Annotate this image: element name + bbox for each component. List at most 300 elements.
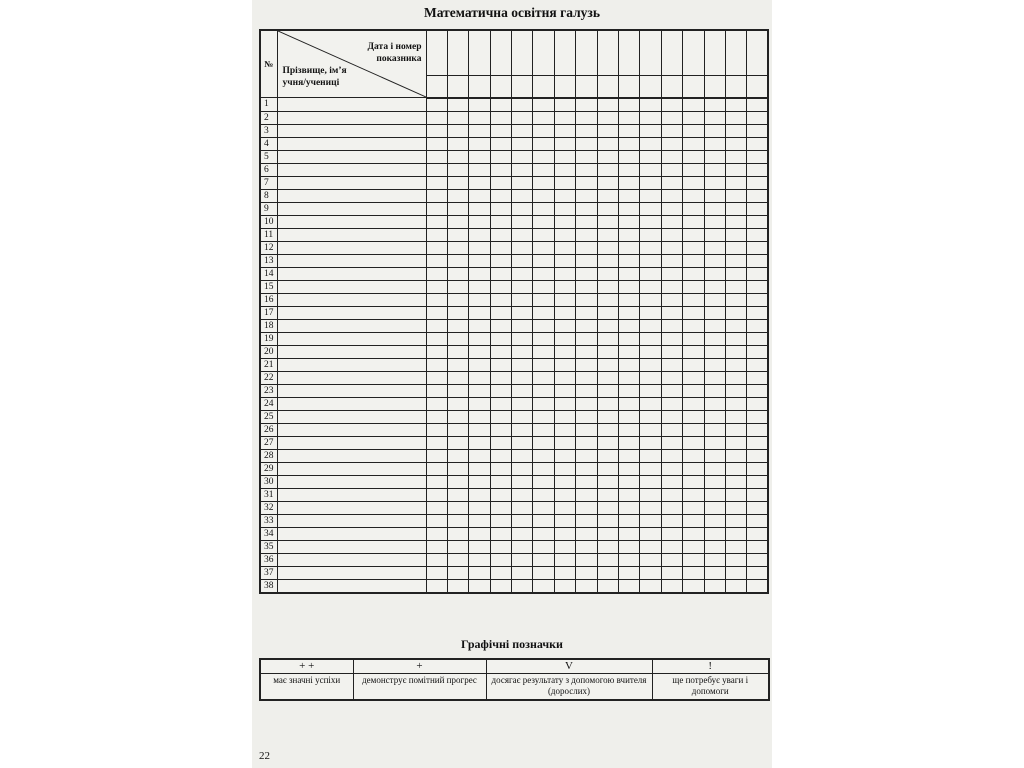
mark-cell[interactable]: [426, 514, 447, 527]
mark-cell[interactable]: [533, 566, 554, 579]
mark-cell[interactable]: [447, 540, 468, 553]
mark-cell[interactable]: [725, 267, 746, 280]
mark-cell[interactable]: [725, 176, 746, 189]
mark-cell[interactable]: [661, 397, 682, 410]
mark-cell[interactable]: [725, 488, 746, 501]
pupil-name-cell[interactable]: [277, 280, 426, 293]
mark-cell[interactable]: [469, 202, 490, 215]
mark-cell[interactable]: [554, 111, 575, 124]
mark-cell[interactable]: [683, 501, 704, 514]
mark-cell[interactable]: [640, 254, 661, 267]
mark-cell[interactable]: [469, 579, 490, 593]
mark-cell[interactable]: [661, 228, 682, 241]
mark-cell[interactable]: [576, 540, 597, 553]
mark-cell[interactable]: [619, 267, 640, 280]
mark-cell[interactable]: [747, 540, 768, 553]
mark-cell[interactable]: [554, 150, 575, 163]
mark-cell[interactable]: [490, 267, 511, 280]
mark-cell[interactable]: [597, 228, 618, 241]
date-header-cell[interactable]: [512, 30, 533, 76]
mark-cell[interactable]: [619, 553, 640, 566]
mark-cell[interactable]: [640, 514, 661, 527]
mark-cell[interactable]: [426, 176, 447, 189]
mark-cell[interactable]: [683, 423, 704, 436]
mark-cell[interactable]: [683, 176, 704, 189]
mark-cell[interactable]: [725, 306, 746, 319]
mark-cell[interactable]: [725, 319, 746, 332]
mark-cell[interactable]: [747, 137, 768, 150]
mark-cell[interactable]: [533, 358, 554, 371]
mark-cell[interactable]: [661, 514, 682, 527]
mark-cell[interactable]: [640, 501, 661, 514]
mark-cell[interactable]: [683, 371, 704, 384]
mark-cell[interactable]: [597, 280, 618, 293]
mark-cell[interactable]: [533, 280, 554, 293]
mark-cell[interactable]: [704, 306, 725, 319]
mark-cell[interactable]: [747, 267, 768, 280]
mark-cell[interactable]: [704, 163, 725, 176]
mark-cell[interactable]: [725, 397, 746, 410]
mark-cell[interactable]: [661, 293, 682, 306]
mark-cell[interactable]: [619, 332, 640, 345]
mark-cell[interactable]: [619, 163, 640, 176]
mark-cell[interactable]: [747, 176, 768, 189]
mark-cell[interactable]: [747, 410, 768, 423]
mark-cell[interactable]: [661, 423, 682, 436]
mark-cell[interactable]: [619, 384, 640, 397]
mark-cell[interactable]: [576, 553, 597, 566]
mark-cell[interactable]: [661, 579, 682, 593]
mark-cell[interactable]: [597, 579, 618, 593]
mark-cell[interactable]: [640, 449, 661, 462]
mark-cell[interactable]: [640, 345, 661, 358]
mark-cell[interactable]: [469, 332, 490, 345]
mark-cell[interactable]: [747, 254, 768, 267]
mark-cell[interactable]: [490, 137, 511, 150]
mark-cell[interactable]: [533, 163, 554, 176]
mark-cell[interactable]: [725, 98, 746, 112]
mark-cell[interactable]: [704, 371, 725, 384]
mark-cell[interactable]: [704, 462, 725, 475]
mark-cell[interactable]: [725, 410, 746, 423]
mark-cell[interactable]: [747, 241, 768, 254]
mark-cell[interactable]: [597, 150, 618, 163]
mark-cell[interactable]: [747, 228, 768, 241]
mark-cell[interactable]: [426, 475, 447, 488]
mark-cell[interactable]: [554, 228, 575, 241]
indicator-header-cell[interactable]: [469, 76, 490, 98]
mark-cell[interactable]: [469, 189, 490, 202]
mark-cell[interactable]: [661, 410, 682, 423]
mark-cell[interactable]: [640, 280, 661, 293]
pupil-name-cell[interactable]: [277, 384, 426, 397]
mark-cell[interactable]: [512, 384, 533, 397]
mark-cell[interactable]: [661, 267, 682, 280]
pupil-name-cell[interactable]: [277, 436, 426, 449]
mark-cell[interactable]: [704, 501, 725, 514]
mark-cell[interactable]: [447, 462, 468, 475]
mark-cell[interactable]: [554, 137, 575, 150]
mark-cell[interactable]: [597, 423, 618, 436]
mark-cell[interactable]: [576, 345, 597, 358]
mark-cell[interactable]: [490, 397, 511, 410]
mark-cell[interactable]: [661, 150, 682, 163]
mark-cell[interactable]: [490, 358, 511, 371]
mark-cell[interactable]: [619, 410, 640, 423]
mark-cell[interactable]: [512, 423, 533, 436]
mark-cell[interactable]: [533, 202, 554, 215]
mark-cell[interactable]: [661, 553, 682, 566]
mark-cell[interactable]: [619, 358, 640, 371]
mark-cell[interactable]: [661, 202, 682, 215]
mark-cell[interactable]: [597, 449, 618, 462]
mark-cell[interactable]: [661, 332, 682, 345]
mark-cell[interactable]: [447, 137, 468, 150]
indicator-header-cell[interactable]: [661, 76, 682, 98]
mark-cell[interactable]: [426, 228, 447, 241]
mark-cell[interactable]: [533, 267, 554, 280]
mark-cell[interactable]: [490, 475, 511, 488]
mark-cell[interactable]: [512, 241, 533, 254]
mark-cell[interactable]: [704, 267, 725, 280]
mark-cell[interactable]: [661, 163, 682, 176]
mark-cell[interactable]: [704, 436, 725, 449]
mark-cell[interactable]: [469, 540, 490, 553]
mark-cell[interactable]: [490, 579, 511, 593]
mark-cell[interactable]: [704, 228, 725, 241]
mark-cell[interactable]: [619, 436, 640, 449]
mark-cell[interactable]: [554, 280, 575, 293]
mark-cell[interactable]: [512, 514, 533, 527]
mark-cell[interactable]: [512, 280, 533, 293]
pupil-name-cell[interactable]: [277, 345, 426, 358]
mark-cell[interactable]: [747, 332, 768, 345]
indicator-header-cell[interactable]: [619, 76, 640, 98]
mark-cell[interactable]: [576, 176, 597, 189]
mark-cell[interactable]: [426, 319, 447, 332]
mark-cell[interactable]: [683, 436, 704, 449]
date-header-cell[interactable]: [469, 30, 490, 76]
mark-cell[interactable]: [533, 514, 554, 527]
mark-cell[interactable]: [554, 475, 575, 488]
mark-cell[interactable]: [725, 358, 746, 371]
indicator-header-cell[interactable]: [554, 76, 575, 98]
mark-cell[interactable]: [597, 293, 618, 306]
mark-cell[interactable]: [747, 449, 768, 462]
mark-cell[interactable]: [554, 124, 575, 137]
mark-cell[interactable]: [683, 293, 704, 306]
indicator-header-cell[interactable]: [490, 76, 511, 98]
mark-cell[interactable]: [597, 189, 618, 202]
mark-cell[interactable]: [533, 449, 554, 462]
mark-cell[interactable]: [704, 449, 725, 462]
mark-cell[interactable]: [447, 345, 468, 358]
mark-cell[interactable]: [683, 228, 704, 241]
mark-cell[interactable]: [469, 345, 490, 358]
mark-cell[interactable]: [447, 176, 468, 189]
mark-cell[interactable]: [576, 397, 597, 410]
mark-cell[interactable]: [469, 254, 490, 267]
mark-cell[interactable]: [447, 280, 468, 293]
indicator-header-cell[interactable]: [533, 76, 554, 98]
mark-cell[interactable]: [490, 163, 511, 176]
indicator-header-cell[interactable]: [747, 76, 768, 98]
mark-cell[interactable]: [597, 267, 618, 280]
mark-cell[interactable]: [533, 501, 554, 514]
mark-cell[interactable]: [747, 319, 768, 332]
mark-cell[interactable]: [619, 319, 640, 332]
date-header-cell[interactable]: [576, 30, 597, 76]
mark-cell[interactable]: [661, 566, 682, 579]
mark-cell[interactable]: [725, 436, 746, 449]
mark-cell[interactable]: [704, 280, 725, 293]
mark-cell[interactable]: [725, 150, 746, 163]
mark-cell[interactable]: [512, 150, 533, 163]
mark-cell[interactable]: [490, 176, 511, 189]
mark-cell[interactable]: [597, 514, 618, 527]
mark-cell[interactable]: [597, 111, 618, 124]
mark-cell[interactable]: [512, 228, 533, 241]
mark-cell[interactable]: [747, 423, 768, 436]
mark-cell[interactable]: [597, 475, 618, 488]
mark-cell[interactable]: [533, 462, 554, 475]
mark-cell[interactable]: [725, 579, 746, 593]
mark-cell[interactable]: [661, 488, 682, 501]
mark-cell[interactable]: [683, 319, 704, 332]
mark-cell[interactable]: [426, 345, 447, 358]
mark-cell[interactable]: [512, 163, 533, 176]
mark-cell[interactable]: [683, 540, 704, 553]
mark-cell[interactable]: [747, 475, 768, 488]
mark-cell[interactable]: [426, 423, 447, 436]
mark-cell[interactable]: [512, 579, 533, 593]
pupil-name-cell[interactable]: [277, 371, 426, 384]
mark-cell[interactable]: [597, 124, 618, 137]
mark-cell[interactable]: [426, 306, 447, 319]
pupil-name-cell[interactable]: [277, 358, 426, 371]
mark-cell[interactable]: [426, 124, 447, 137]
mark-cell[interactable]: [597, 332, 618, 345]
mark-cell[interactable]: [490, 384, 511, 397]
mark-cell[interactable]: [533, 345, 554, 358]
mark-cell[interactable]: [554, 514, 575, 527]
mark-cell[interactable]: [469, 527, 490, 540]
mark-cell[interactable]: [725, 345, 746, 358]
mark-cell[interactable]: [704, 254, 725, 267]
mark-cell[interactable]: [619, 98, 640, 112]
mark-cell[interactable]: [576, 293, 597, 306]
mark-cell[interactable]: [683, 579, 704, 593]
pupil-name-cell[interactable]: [277, 98, 426, 112]
mark-cell[interactable]: [683, 397, 704, 410]
mark-cell[interactable]: [447, 150, 468, 163]
mark-cell[interactable]: [640, 475, 661, 488]
mark-cell[interactable]: [554, 397, 575, 410]
mark-cell[interactable]: [619, 215, 640, 228]
mark-cell[interactable]: [554, 358, 575, 371]
mark-cell[interactable]: [704, 423, 725, 436]
mark-cell[interactable]: [554, 163, 575, 176]
mark-cell[interactable]: [661, 98, 682, 112]
mark-cell[interactable]: [661, 137, 682, 150]
mark-cell[interactable]: [512, 215, 533, 228]
mark-cell[interactable]: [490, 98, 511, 112]
mark-cell[interactable]: [554, 98, 575, 112]
mark-cell[interactable]: [576, 111, 597, 124]
mark-cell[interactable]: [533, 319, 554, 332]
date-header-cell[interactable]: [554, 30, 575, 76]
mark-cell[interactable]: [640, 384, 661, 397]
mark-cell[interactable]: [704, 215, 725, 228]
pupil-name-cell[interactable]: [277, 332, 426, 345]
mark-cell[interactable]: [704, 475, 725, 488]
mark-cell[interactable]: [704, 540, 725, 553]
mark-cell[interactable]: [469, 514, 490, 527]
pupil-name-cell[interactable]: [277, 267, 426, 280]
mark-cell[interactable]: [747, 358, 768, 371]
mark-cell[interactable]: [469, 449, 490, 462]
mark-cell[interactable]: [576, 514, 597, 527]
mark-cell[interactable]: [447, 579, 468, 593]
mark-cell[interactable]: [426, 215, 447, 228]
mark-cell[interactable]: [447, 98, 468, 112]
mark-cell[interactable]: [533, 436, 554, 449]
mark-cell[interactable]: [576, 319, 597, 332]
mark-cell[interactable]: [554, 501, 575, 514]
mark-cell[interactable]: [490, 241, 511, 254]
mark-cell[interactable]: [661, 111, 682, 124]
mark-cell[interactable]: [619, 137, 640, 150]
mark-cell[interactable]: [640, 189, 661, 202]
mark-cell[interactable]: [597, 163, 618, 176]
mark-cell[interactable]: [533, 241, 554, 254]
mark-cell[interactable]: [704, 319, 725, 332]
mark-cell[interactable]: [447, 306, 468, 319]
mark-cell[interactable]: [554, 566, 575, 579]
mark-cell[interactable]: [640, 202, 661, 215]
mark-cell[interactable]: [512, 553, 533, 566]
mark-cell[interactable]: [640, 98, 661, 112]
mark-cell[interactable]: [426, 358, 447, 371]
pupil-name-cell[interactable]: [277, 137, 426, 150]
mark-cell[interactable]: [725, 280, 746, 293]
mark-cell[interactable]: [725, 384, 746, 397]
mark-cell[interactable]: [597, 553, 618, 566]
mark-cell[interactable]: [512, 293, 533, 306]
mark-cell[interactable]: [725, 163, 746, 176]
mark-cell[interactable]: [490, 540, 511, 553]
mark-cell[interactable]: [619, 449, 640, 462]
mark-cell[interactable]: [619, 566, 640, 579]
mark-cell[interactable]: [704, 358, 725, 371]
mark-cell[interactable]: [554, 267, 575, 280]
mark-cell[interactable]: [725, 111, 746, 124]
mark-cell[interactable]: [661, 280, 682, 293]
mark-cell[interactable]: [426, 137, 447, 150]
mark-cell[interactable]: [426, 332, 447, 345]
mark-cell[interactable]: [576, 436, 597, 449]
mark-cell[interactable]: [704, 488, 725, 501]
pupil-name-cell[interactable]: [277, 189, 426, 202]
mark-cell[interactable]: [554, 202, 575, 215]
mark-cell[interactable]: [490, 514, 511, 527]
mark-cell[interactable]: [747, 111, 768, 124]
mark-cell[interactable]: [619, 124, 640, 137]
mark-cell[interactable]: [469, 436, 490, 449]
mark-cell[interactable]: [554, 436, 575, 449]
mark-cell[interactable]: [661, 306, 682, 319]
mark-cell[interactable]: [469, 137, 490, 150]
mark-cell[interactable]: [490, 189, 511, 202]
mark-cell[interactable]: [533, 215, 554, 228]
mark-cell[interactable]: [597, 371, 618, 384]
indicator-header-cell[interactable]: [640, 76, 661, 98]
mark-cell[interactable]: [447, 488, 468, 501]
mark-cell[interactable]: [661, 436, 682, 449]
mark-cell[interactable]: [447, 267, 468, 280]
mark-cell[interactable]: [747, 579, 768, 593]
mark-cell[interactable]: [533, 410, 554, 423]
mark-cell[interactable]: [619, 111, 640, 124]
mark-cell[interactable]: [683, 124, 704, 137]
mark-cell[interactable]: [447, 553, 468, 566]
mark-cell[interactable]: [554, 410, 575, 423]
mark-cell[interactable]: [447, 449, 468, 462]
mark-cell[interactable]: [683, 215, 704, 228]
mark-cell[interactable]: [683, 384, 704, 397]
mark-cell[interactable]: [725, 241, 746, 254]
mark-cell[interactable]: [640, 228, 661, 241]
mark-cell[interactable]: [512, 254, 533, 267]
mark-cell[interactable]: [576, 566, 597, 579]
mark-cell[interactable]: [447, 514, 468, 527]
mark-cell[interactable]: [747, 163, 768, 176]
mark-cell[interactable]: [447, 215, 468, 228]
mark-cell[interactable]: [426, 111, 447, 124]
mark-cell[interactable]: [512, 189, 533, 202]
mark-cell[interactable]: [597, 176, 618, 189]
mark-cell[interactable]: [661, 384, 682, 397]
mark-cell[interactable]: [512, 566, 533, 579]
mark-cell[interactable]: [640, 527, 661, 540]
mark-cell[interactable]: [619, 462, 640, 475]
mark-cell[interactable]: [725, 332, 746, 345]
mark-cell[interactable]: [597, 358, 618, 371]
mark-cell[interactable]: [576, 254, 597, 267]
mark-cell[interactable]: [426, 579, 447, 593]
mark-cell[interactable]: [447, 241, 468, 254]
mark-cell[interactable]: [426, 98, 447, 112]
mark-cell[interactable]: [619, 397, 640, 410]
pupil-name-cell[interactable]: [277, 410, 426, 423]
mark-cell[interactable]: [533, 228, 554, 241]
mark-cell[interactable]: [747, 384, 768, 397]
mark-cell[interactable]: [554, 215, 575, 228]
pupil-name-cell[interactable]: [277, 228, 426, 241]
mark-cell[interactable]: [469, 215, 490, 228]
mark-cell[interactable]: [490, 150, 511, 163]
mark-cell[interactable]: [619, 514, 640, 527]
mark-cell[interactable]: [640, 579, 661, 593]
indicator-header-cell[interactable]: [683, 76, 704, 98]
pupil-name-cell[interactable]: [277, 553, 426, 566]
mark-cell[interactable]: [469, 306, 490, 319]
mark-cell[interactable]: [704, 553, 725, 566]
mark-cell[interactable]: [426, 163, 447, 176]
pupil-name-cell[interactable]: [277, 514, 426, 527]
mark-cell[interactable]: [725, 475, 746, 488]
mark-cell[interactable]: [447, 254, 468, 267]
